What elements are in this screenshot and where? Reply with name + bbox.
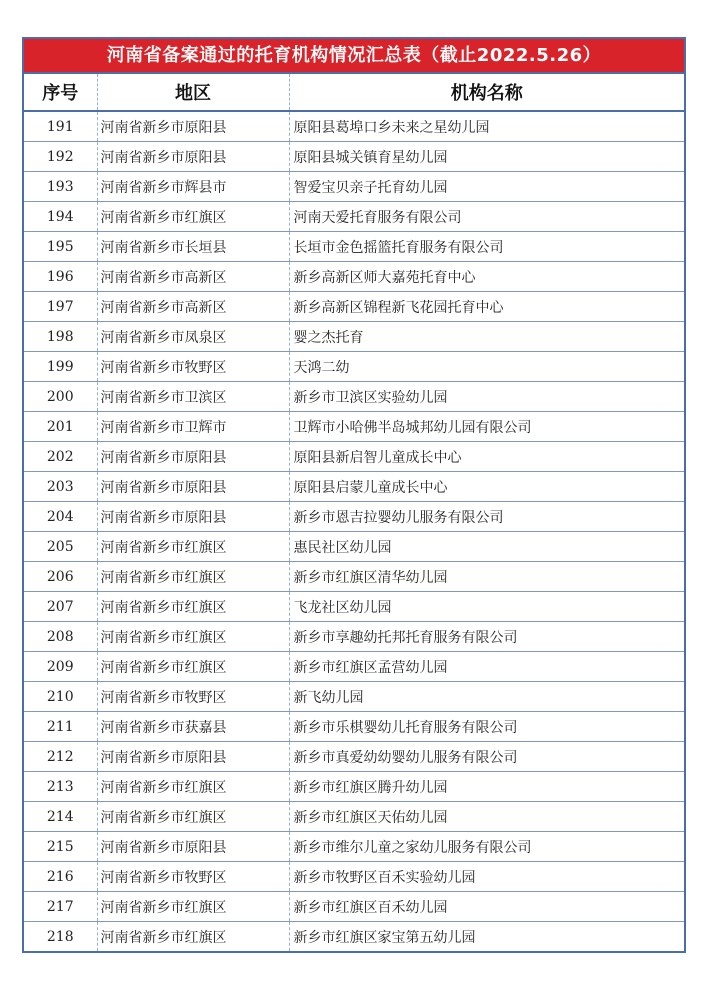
- table-row: [24, 772, 684, 802]
- region-cell: 河南省新乡市红旗区: [97, 202, 289, 232]
- table-row: [24, 622, 684, 652]
- seq-cell: 207: [24, 592, 97, 622]
- seq-cell: 218: [46, 928, 74, 945]
- institution-name-cell: 长垣市金色摇篮托育服务有限公司: [289, 232, 684, 262]
- institution-name-cell: 新乡高新区锦程新飞花园托育中心: [289, 292, 684, 322]
- institution-name-cell: 飞龙社区幼儿园: [289, 592, 684, 622]
- seq-cell: 210: [24, 682, 97, 712]
- seq-cell: 208: [24, 622, 97, 652]
- summary-table-sheet: [22, 37, 686, 953]
- table-row: [24, 172, 684, 202]
- seq-cell: 201: [24, 412, 97, 442]
- region-cell: 河南省新乡市原阳县: [97, 742, 289, 772]
- institution-name-cell: 新乡市红旗区天佑幼儿园: [289, 802, 684, 832]
- table-row: [24, 442, 684, 472]
- region-cell: 河南省新乡市红旗区: [97, 652, 289, 682]
- table-row: [24, 592, 684, 622]
- seq-cell: 197: [24, 292, 97, 322]
- region-cell: 河南省新乡市牧野区: [97, 682, 289, 712]
- region-cell: 河南省新乡市红旗区: [97, 802, 289, 832]
- region-cell: 河南省新乡市原阳县: [97, 142, 289, 172]
- table-row: [24, 232, 684, 262]
- institution-name-cell: 新乡市红旗区百禾幼儿园: [289, 892, 684, 922]
- region-cell: 河南省新乡市红旗区: [97, 532, 289, 562]
- institution-name-cell: 天鸿二幼: [289, 352, 684, 382]
- seq-cell: 200: [24, 382, 97, 412]
- seq-cell: 217: [24, 892, 97, 922]
- institution-name-cell: 原阳县葛埠口乡未来之星幼儿园: [289, 111, 684, 142]
- region-cell: 河南省新乡市辉县市: [97, 172, 289, 202]
- institution-name-cell: 婴之杰托育: [289, 322, 684, 352]
- table-row: [24, 682, 684, 712]
- region-cell: 河南省新乡市红旗区: [97, 592, 289, 622]
- table-row: [24, 202, 684, 232]
- institution-table: [24, 72, 684, 951]
- region-cell: 河南省新乡市原阳县: [97, 111, 289, 142]
- region-cell: 河南省新乡市卫辉市: [97, 412, 289, 442]
- region-cell: 河南省新乡市红旗区: [97, 622, 289, 652]
- institution-name-cell: 原阳县启蒙儿童成长中心: [289, 472, 684, 502]
- table-row: [24, 892, 684, 922]
- seq-cell: 212: [24, 742, 97, 772]
- seq-cell: 209: [24, 652, 97, 682]
- seq-cell: 206: [24, 562, 97, 592]
- seq-cell: 192: [24, 142, 97, 172]
- seq-cell: 205: [24, 532, 97, 562]
- region-cell: 河南省新乡市红旗区: [97, 922, 289, 952]
- region-cell: 河南省新乡市原阳县: [97, 832, 289, 862]
- seq-cell: 213: [24, 772, 97, 802]
- table-row: [24, 352, 684, 382]
- table-row: [24, 502, 684, 532]
- institution-name-cell: 新乡市维尔儿童之家幼儿服务有限公司: [289, 832, 684, 862]
- table-row: [24, 111, 684, 142]
- institution-name-cell: 新乡市红旗区清华幼儿园: [289, 562, 684, 592]
- institution-name-cell: 智爱宝贝亲子托育幼儿园: [289, 172, 684, 202]
- seq-cell: 191: [24, 111, 97, 142]
- header-region: 地区: [97, 73, 289, 111]
- region-cell: 河南省新乡市高新区: [97, 292, 289, 322]
- seq-cell: 204: [24, 502, 97, 532]
- region-cell: 河南省新乡市高新区: [97, 262, 289, 292]
- institution-name-cell: 新乡市享趣幼托邦托育服务有限公司: [289, 622, 684, 652]
- table-row: [24, 532, 684, 562]
- region-cell: 河南省新乡市凤泉区: [97, 322, 289, 352]
- institution-name-cell: 原阳县城关镇育星幼儿园: [289, 142, 684, 172]
- institution-name-cell: 新乡市真爱幼幼婴幼儿服务有限公司: [289, 742, 684, 772]
- institution-name-cell: 河南天爱托育服务有限公司: [289, 202, 684, 232]
- seq-cell: 193: [24, 172, 97, 202]
- region-cell: 河南省新乡市原阳县: [97, 472, 289, 502]
- institution-name-cell: 新乡市牧野区百禾实验幼儿园: [289, 862, 684, 892]
- region-cell: 河南省新乡市获嘉县: [97, 712, 289, 742]
- institution-name-cell: 卫辉市小哈佛半岛城邦幼儿园有限公司: [289, 412, 684, 442]
- institution-name-cell: 新乡高新区师大嘉苑托育中心: [289, 262, 684, 292]
- table-row: [24, 742, 684, 772]
- table-row: [24, 922, 684, 952]
- table-row: [24, 382, 684, 412]
- table-row: [24, 712, 684, 742]
- table-row: [24, 322, 684, 352]
- header-name: 机构名称: [289, 73, 684, 111]
- seq-cell: 198: [24, 322, 97, 352]
- table-row: [24, 802, 684, 832]
- seq-cell: 211: [24, 712, 97, 742]
- region-cell: 河南省新乡市红旗区: [97, 562, 289, 592]
- seq-cell: 215: [24, 832, 97, 862]
- seq-cell: 214: [24, 802, 97, 832]
- region-cell: 河南省新乡市红旗区: [97, 772, 289, 802]
- seq-cell: 203: [24, 472, 97, 502]
- region-cell: 河南省新乡市原阳县: [97, 442, 289, 472]
- institution-name-cell: 新乡市红旗区家宝第五幼儿园: [289, 922, 684, 952]
- seq-cell: 194: [24, 202, 97, 232]
- region-cell: 河南省新乡市卫滨区: [97, 382, 289, 412]
- table-row: [24, 562, 684, 592]
- institution-name-cell: 新乡市乐棋婴幼儿托育服务有限公司: [289, 712, 684, 742]
- table-title: 河南省备案通过的托育机构情况汇总表（截止2022.5.26）: [24, 39, 684, 72]
- institution-name-cell: 新飞幼儿园: [289, 682, 684, 712]
- table-row: [24, 262, 684, 292]
- table-row: [24, 862, 684, 892]
- table-row: [24, 832, 684, 862]
- seq-cell: 199: [24, 352, 97, 382]
- table-row: [24, 652, 684, 682]
- seq-cell: 216: [24, 862, 97, 892]
- table-row: [24, 292, 684, 322]
- region-cell: 河南省新乡市长垣县: [97, 232, 289, 262]
- header-seq: 序号: [24, 73, 97, 111]
- table-row: [24, 472, 684, 502]
- region-cell: 河南省新乡市牧野区: [97, 352, 289, 382]
- institution-name-cell: 惠民社区幼儿园: [289, 532, 684, 562]
- institution-name-cell: 原阳县新启智儿童成长中心: [289, 442, 684, 472]
- header-row: [24, 73, 684, 111]
- institution-name-cell: 新乡市红旗区孟营幼儿园: [289, 652, 684, 682]
- region-cell: 河南省新乡市牧野区: [97, 862, 289, 892]
- table-body: [24, 111, 684, 951]
- seq-cell: 202: [24, 442, 97, 472]
- institution-name-cell: 新乡市卫滨区实验幼儿园: [289, 382, 684, 412]
- region-cell: 河南省新乡市红旗区: [97, 892, 289, 922]
- seq-cell: 195: [24, 232, 97, 262]
- seq-cell: 196: [24, 262, 97, 292]
- table-row: [24, 412, 684, 442]
- institution-name-cell: 新乡市恩吉拉婴幼儿服务有限公司: [289, 502, 684, 532]
- institution-name-cell: 新乡市红旗区腾升幼儿园: [289, 772, 684, 802]
- table-row: [24, 142, 684, 172]
- region-cell: 河南省新乡市原阳县: [97, 502, 289, 532]
